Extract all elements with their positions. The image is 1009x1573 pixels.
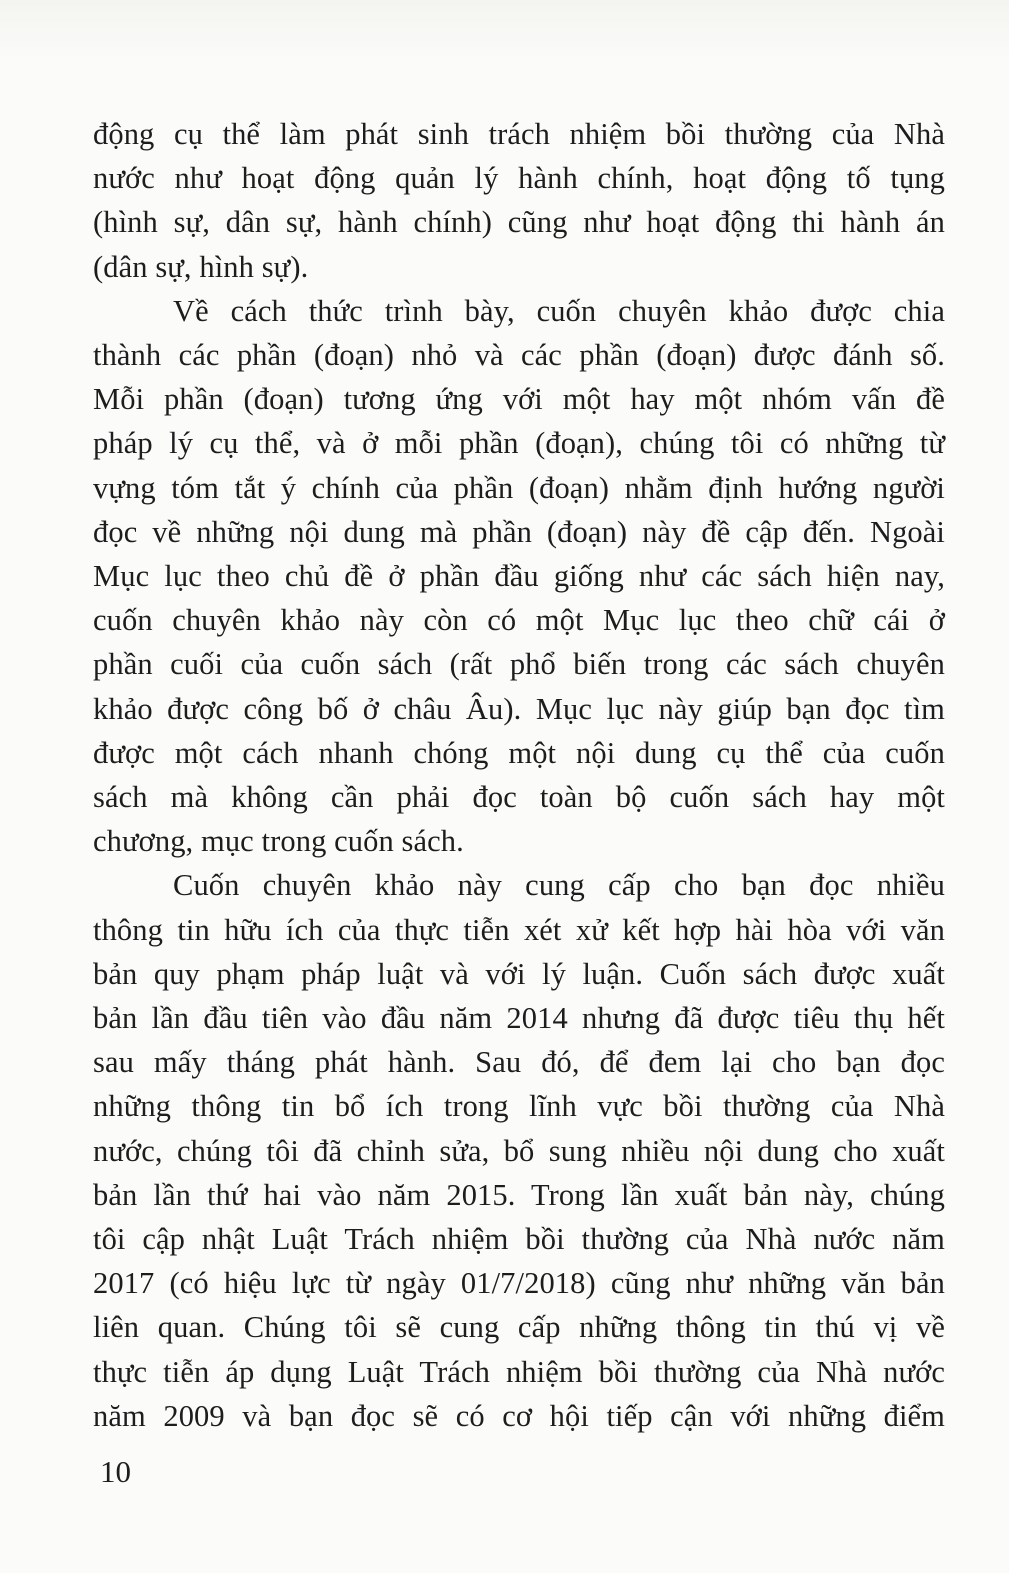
paragraph-1 xyxy=(93,112,945,289)
text-line: khảo được công bố ở châu Âu). Mục lục này giúp bạn đọc tìm xyxy=(93,691,945,726)
text-line: Về cách thức trình bày, cuốn chuyên khảo được chia xyxy=(173,293,945,328)
text-line: chương, mục trong cuốn sách. xyxy=(93,824,464,859)
text-line: được một cách nhanh chóng một nội dung cụ thể của cuốn xyxy=(93,735,945,770)
text-line: những thông tin bổ ích trong lĩnh vực bồi thường của Nhà xyxy=(93,1089,945,1124)
text-line: Cuốn chuyên khảo này cung cấp cho bạn đọc nhiều xyxy=(173,868,945,903)
page-number: 10 xyxy=(100,1454,131,1489)
text-line: nước, chúng tôi đã chỉnh sửa, bổ sung nhiều nội dung cho xuất xyxy=(93,1133,945,1168)
text-line: bản lần đầu tiên vào đầu năm 2014 nhưng đã được tiêu thụ hết xyxy=(93,1001,945,1036)
text-line: Mỗi phần (đoạn) tương ứng với một hay một nhóm vấn đề xyxy=(93,382,945,417)
text-line: động cụ thể làm phát sinh trách nhiệm bồi thường của Nhà xyxy=(93,117,945,151)
paragraph-3 xyxy=(93,863,945,1438)
paragraph-2 xyxy=(93,289,945,864)
text-line: nước như hoạt động quản lý hành chính, hoạt động tố tụng xyxy=(93,161,945,196)
text-line: sau mấy tháng phát hành. Sau đó, để đem lại cho bạn đọc xyxy=(93,1045,945,1080)
text-line: 2017 (có hiệu lực từ ngày 01/7/2018) cũng như những văn bản xyxy=(93,1266,945,1301)
text-line: Mục lục theo chủ đề ở phần đầu giống như các sách hiện nay, xyxy=(93,559,945,594)
text-line: phần cuối của cuốn sách (rất phổ biến trong các sách chuyên xyxy=(93,647,945,682)
text-line: cuốn chuyên khảo này còn có một Mục lục theo chữ cái ở xyxy=(93,603,945,638)
text-line: thực tiễn áp dụng Luật Trách nhiệm bồi thường của Nhà nước xyxy=(93,1354,945,1389)
text-line: (dân sự, hình sự). xyxy=(93,249,309,284)
text-line: vựng tóm tắt ý chính của phần (đoạn) nhằm định hướng người xyxy=(93,470,945,505)
text-line: thông tin hữu ích của thực tiễn xét xử kết hợp hài hòa với văn xyxy=(93,912,945,947)
text-line: đọc về những nội dung mà phần (đoạn) này đề cập đến. Ngoài xyxy=(93,514,945,549)
text-line: bản lần thứ hai vào năm 2015. Trong lần xuất bản này, chúng xyxy=(93,1177,945,1212)
body-text xyxy=(93,112,945,1438)
text-line: liên quan. Chúng tôi sẽ cung cấp những thông tin thú vị về xyxy=(93,1310,945,1345)
text-line: pháp lý cụ thể, và ở mỗi phần (đoạn), chúng tôi có những từ xyxy=(93,426,945,461)
text-line: (hình sự, dân sự, hành chính) cũng như hoạt động thi hành án xyxy=(93,205,945,240)
text-line: thành các phần (đoạn) nhỏ và các phần (đoạn) được đánh số. xyxy=(93,338,945,373)
text-line: bản quy phạm pháp luật và với lý luận. Cuốn sách được xuất xyxy=(93,956,945,991)
text-line: sách mà không cần phải đọc toàn bộ cuốn sách hay một xyxy=(93,780,945,815)
text-line: năm 2009 và bạn đọc sẽ có cơ hội tiếp cận với những điểm xyxy=(93,1398,945,1433)
text-line: tôi cập nhật Luật Trách nhiệm bồi thường của Nhà nước năm xyxy=(93,1222,945,1257)
